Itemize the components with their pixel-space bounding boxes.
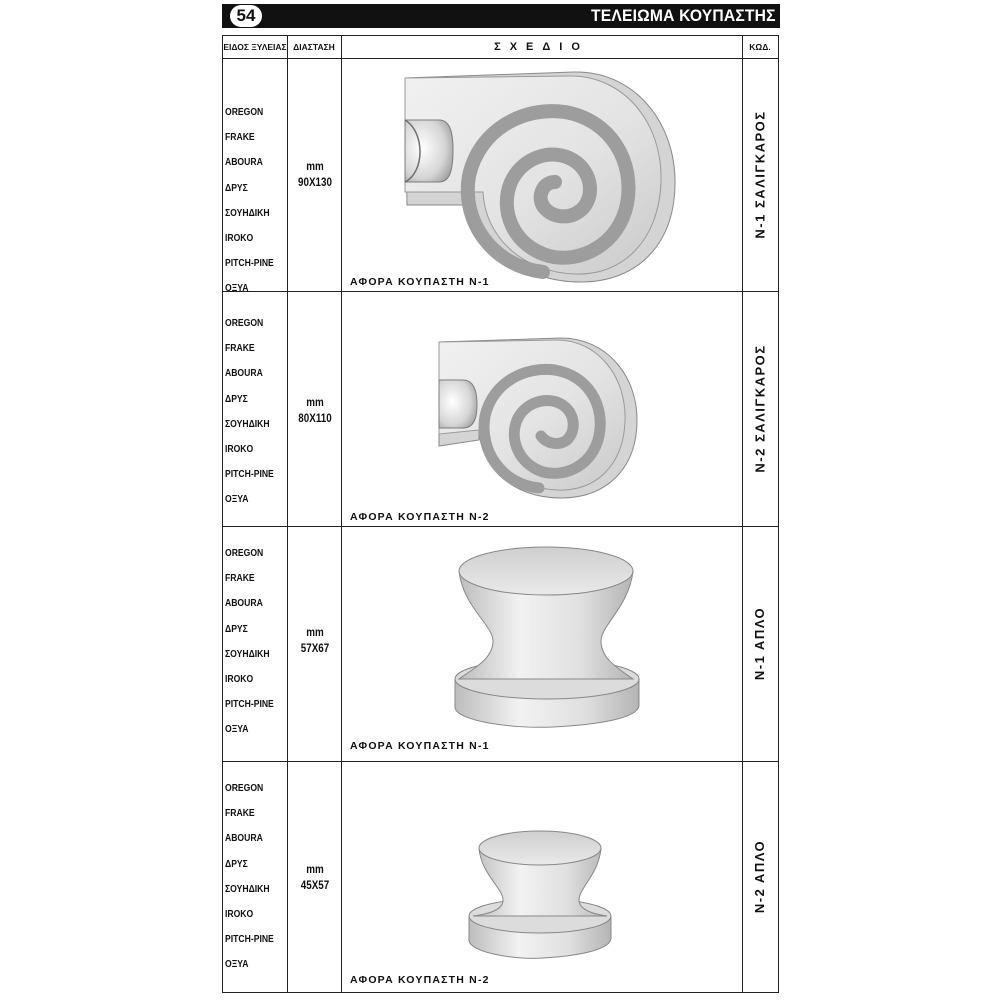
wood-item: ΟΞΥΑ	[225, 723, 249, 736]
wood-item: ABOURA	[225, 832, 263, 845]
wood-item: OREGON	[225, 317, 264, 329]
wood-item: IROKO	[225, 442, 254, 455]
col-divider-dim	[341, 36, 342, 992]
wood-item: ΟΞΥΑ	[225, 958, 249, 971]
spiral-handrail-small-drawing	[343, 294, 741, 524]
page-number-badge: 54	[230, 5, 262, 27]
wood-item: ΣΟΥΗΔΙΚΗ	[225, 206, 270, 219]
dimension-unit: mm	[306, 625, 324, 639]
header-wood-type: ΕΙΔΟΣ ΞΥΛΕΙΑΣ	[223, 42, 287, 52]
code-row-4	[742, 761, 778, 992]
wood-item: ΣΟΥΗΔΙΚΗ	[225, 417, 270, 430]
wood-item: ΔΡΥΣ	[225, 857, 248, 870]
dimension-row-1	[294, 158, 337, 190]
dimension-unit: mm	[306, 862, 324, 876]
wood-item: FRAKE	[225, 131, 255, 144]
wood-item: OREGON	[225, 547, 264, 559]
dimension-unit: mm	[306, 395, 324, 409]
code-row-3	[742, 526, 778, 761]
header-design: ΣΧΕΔΙΟ	[494, 41, 589, 53]
wood-item: FRAKE	[225, 342, 255, 355]
dimension-value: 57X67	[300, 641, 330, 655]
wood-item: OREGON	[225, 782, 264, 794]
wood-item: FRAKE	[225, 807, 255, 820]
header-dimension: ΔΙΑΣΤΑΣΗ	[293, 42, 335, 52]
product-table	[222, 35, 779, 993]
row-divider-3	[223, 761, 778, 762]
wood-item: ΔΡΥΣ	[225, 392, 248, 405]
header-divider	[223, 58, 778, 59]
wood-item: OREGON	[225, 106, 264, 118]
wood-item: ΣΟΥΗΔΙΚΗ	[225, 647, 270, 660]
wood-item: ABOURA	[225, 367, 263, 380]
wood-item: PITCH-PINE	[225, 933, 274, 946]
dimension-row-3	[294, 624, 337, 656]
page-title: ΤΕΛΕΙΩΜΑ ΚΟΥΠΑΣΤΗΣ	[591, 6, 776, 25]
wood-list-row-2	[225, 311, 287, 513]
header-code: ΚΩΔ.	[749, 42, 771, 52]
code-label: Ν-1 ΑΠΛΟ	[752, 606, 768, 681]
reference-row-3: ΑΦΟΡΑ ΚΟΥΠΑΣΤΗ Ν-1	[350, 740, 490, 752]
row-divider-1	[223, 291, 778, 292]
wood-item: ΔΡΥΣ	[225, 181, 248, 194]
col-divider-wood	[287, 36, 288, 992]
wood-item: ΟΞΥΑ	[225, 493, 249, 506]
wood-item: ABOURA	[225, 156, 263, 169]
code-row-1	[742, 58, 778, 291]
wood-item: FRAKE	[225, 572, 255, 585]
wood-item: ΣΟΥΗΔΙΚΗ	[225, 882, 270, 895]
wood-item: IROKO	[225, 672, 254, 685]
dimension-value: 80X110	[298, 411, 332, 425]
dimension-row-4	[294, 861, 337, 893]
plain-handrail-small-drawing	[343, 764, 741, 992]
spiral-handrail-large-drawing	[343, 60, 741, 290]
wood-list-row-1	[225, 100, 287, 302]
wood-item: IROKO	[225, 231, 254, 244]
wood-item: PITCH-PINE	[225, 468, 274, 481]
dimension-value: 90X130	[298, 175, 332, 189]
code-label: Ν-2 ΑΠΛΟ	[752, 839, 768, 914]
wood-item: IROKO	[225, 907, 254, 920]
wood-list-row-3	[225, 541, 287, 743]
code-label: Ν-1 ΣΑΛΙΓΚΑΡΟΣ	[752, 110, 768, 239]
wood-item: PITCH-PINE	[225, 257, 274, 270]
wood-item: ΔΡΥΣ	[225, 622, 248, 635]
wood-list-row-4	[225, 776, 287, 978]
code-label: Ν-2 ΣΑΛΙΓΚΑΡΟΣ	[752, 344, 768, 473]
wood-item: ΟΞΥΑ	[225, 282, 249, 295]
dimension-row-2	[294, 394, 337, 426]
plain-handrail-large-drawing	[343, 529, 741, 759]
wood-item: ABOURA	[225, 597, 263, 610]
dimension-unit: mm	[306, 159, 324, 173]
reference-row-1: ΑΦΟΡΑ ΚΟΥΠΑΣΤΗ Ν-1	[350, 276, 490, 288]
reference-row-2: ΑΦΟΡΑ ΚΟΥΠΑΣΤΗ Ν-2	[350, 511, 490, 523]
dimension-value: 45X57	[300, 878, 330, 892]
row-divider-2	[223, 526, 778, 527]
wood-item: PITCH-PINE	[225, 698, 274, 711]
reference-row-4: ΑΦΟΡΑ ΚΟΥΠΑΣΤΗ Ν-2	[350, 974, 490, 986]
code-row-2	[742, 291, 778, 526]
